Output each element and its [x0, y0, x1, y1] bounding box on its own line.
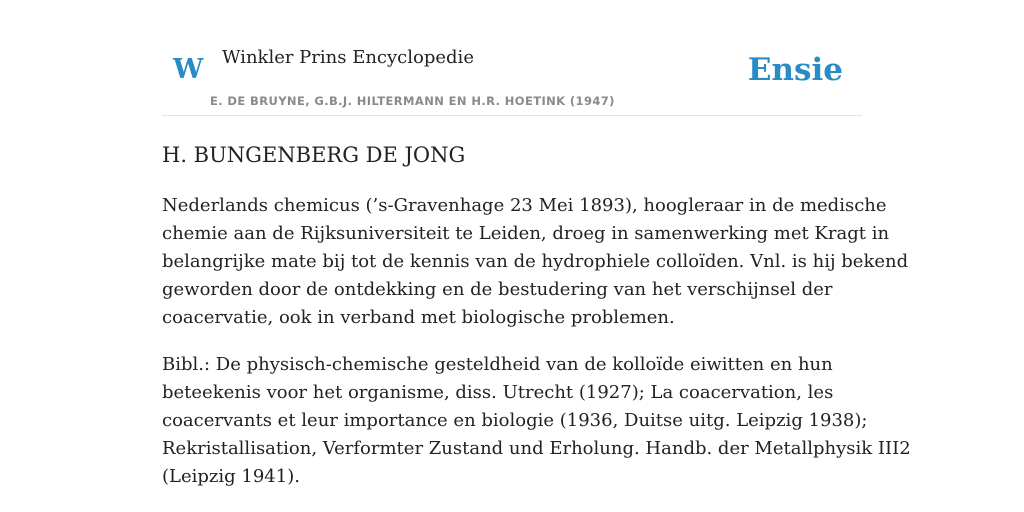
publication-title[interactable]: Winkler Prins Encyclopedie: [222, 47, 474, 68]
text-line: (Leipzig 1941).: [162, 466, 300, 487]
text-line: beteekenis voor het organisme, diss. Utrecht (1927); La coacervation, les: [162, 382, 834, 403]
ensie-brand-link[interactable]: Ensie: [747, 52, 843, 88]
text-line: Rekristallisation, Verformter Zustand und Erholung. Handb. der Metallphysik III2: [162, 438, 911, 459]
text-line: coacervatie, ook in verband met biologische problemen.: [162, 307, 675, 328]
text-line: chemie aan de Rijksuniversiteit te Leiden, droeg in samenwerking met Kragt in: [162, 223, 890, 244]
text-line: Bibl.: De physisch-chemische gesteldheid van de kolloïde eiwitten en hun: [162, 354, 833, 375]
text-line: belangrijke mate bij tot de kennis van de hydrophiele colloïden. Vnl. is hij bekend: [162, 251, 909, 272]
text-line: Nederlands chemicus (’s-Gravenhage 23 Mei 1893), hoogleraar in de medische: [162, 195, 887, 216]
text-line: geworden door de ontdekking en de bestudering van het verschijnsel der: [162, 279, 833, 300]
encyclopedia-logo[interactable]: W: [173, 54, 204, 85]
header: [162, 40, 862, 116]
publication-authors: E. DE BRUYNE, G.B.J. HILTERMANN EN H.R. HOETINK (1947): [210, 94, 615, 108]
article-paragraph-bibliography: [162, 351, 911, 491]
text-line: coacervants et leur importance en biologie (1936, Duitse uitg. Leipzig 1938);: [162, 410, 868, 431]
article-title: H. BUNGENBERG DE JONG: [162, 143, 466, 167]
article-body: [162, 192, 911, 510]
article-paragraph-description: [162, 192, 909, 332]
